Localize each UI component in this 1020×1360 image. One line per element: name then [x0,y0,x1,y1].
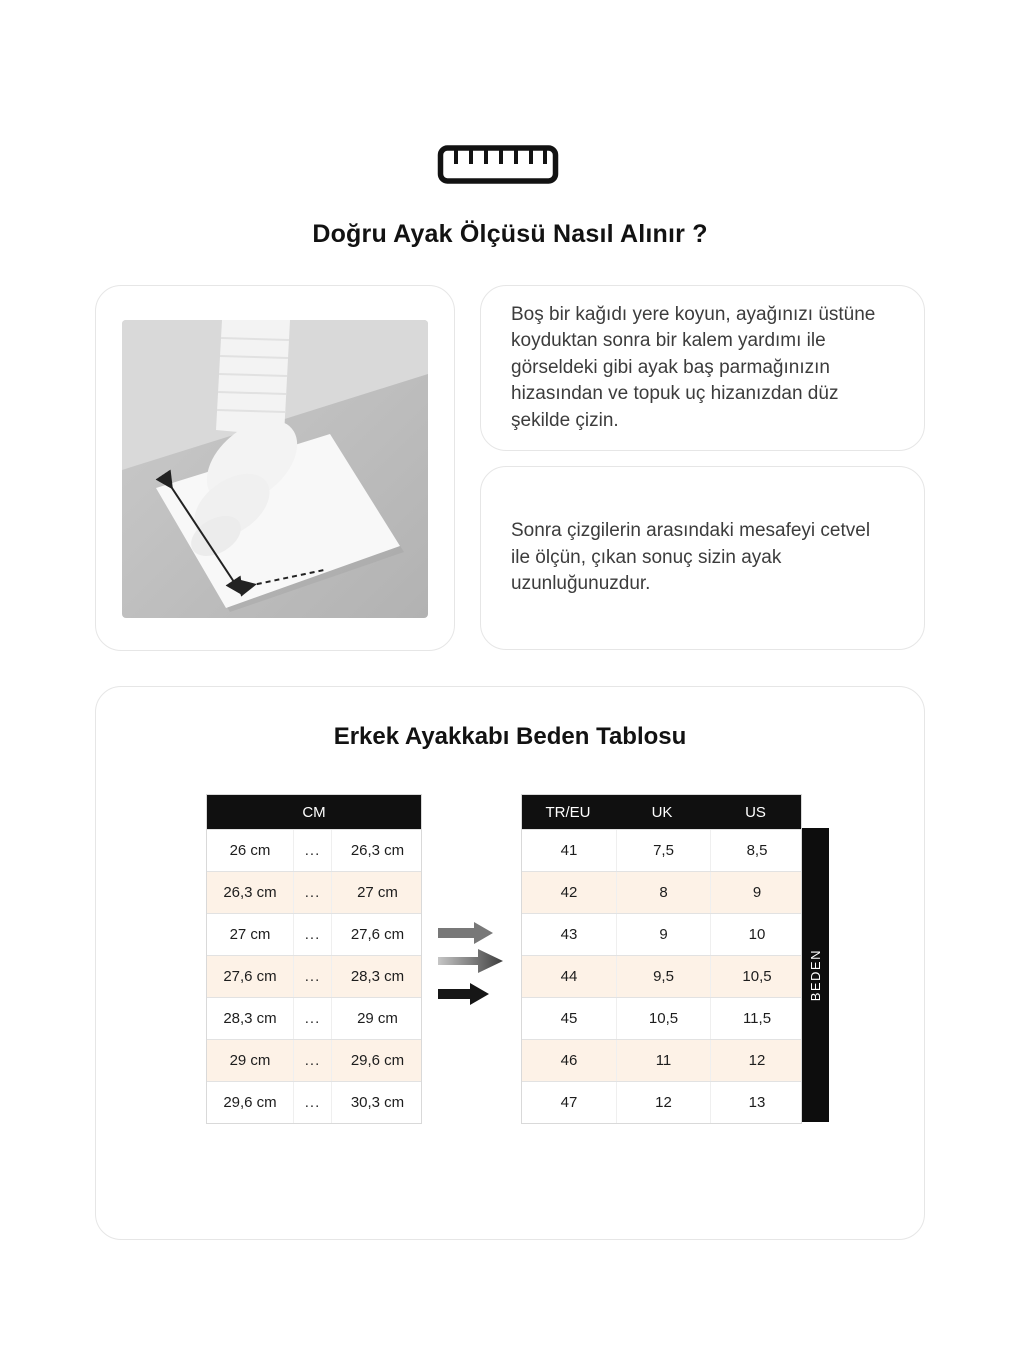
size-uk: 9,5 [616,956,710,997]
page-title: Doğru Ayak Ölçüsü Nasıl Alınır ? [312,220,708,248]
foot-measurement-photo [122,320,428,618]
size-us: 11,5 [710,998,803,1039]
cm-table-row [207,913,421,955]
cm-table [206,794,422,1124]
col-header-us: US [745,803,766,821]
size-us: 12 [710,1040,803,1081]
cm-to: 30,3 cm [331,1082,423,1123]
conversion-arrows-svg [436,917,514,1009]
cm-to: 28,3 cm [331,956,423,997]
size-us: 10 [710,914,803,955]
size-table-header-row [522,795,801,829]
instruction-step-1-card [480,285,925,451]
size-tr-eu: 44 [560,968,578,985]
size-tr-eu: 45 [560,1010,578,1027]
cm-from: 28,3 cm [223,1010,277,1027]
cm-to: 29,6 cm [331,1040,423,1081]
size-tr-eu: 46 [560,1052,578,1069]
size-table-row [522,913,801,955]
foot-measurement-illustration [122,320,428,618]
size-table-row [522,829,801,871]
cm-range-separator: ... [293,872,331,913]
cm-from: 26,3 cm [223,884,277,901]
size-table-row [522,871,801,913]
cm-range-separator: ... [293,1082,331,1123]
cm-range-separator: ... [293,1040,331,1081]
size-table-title: Erkek Ayakkabı Beden Tablosu [333,723,687,750]
size-uk: 9 [616,914,710,955]
size-table-row [522,997,801,1039]
cm-to: 27,6 cm [331,914,423,955]
instruction-step-2-text: Sonra çizgilerin arasındaki mesafeyi cetvel ile ölçün, çıkan sonuç sizin ayak uzunluğunuzdur. [511,520,871,595]
size-us: 8,5 [710,830,803,871]
col-header-uk: UK [651,803,673,821]
size-uk: 12 [616,1082,710,1123]
conversion-arrows-icon [436,917,514,1009]
cm-range-separator: ... [293,998,331,1039]
measurement-photo-card [95,285,455,651]
instruction-step-1-text: Boş bir kağıdı yere koyun, ayağınızı üstüne koyduktan sonra bir kalem yardımı ile görseldeki gibi ayak baş parmağınızın hizasından ve topuk uç hizanızdan düz şekilde çizin. [511,303,876,431]
size-conversion-table [521,794,802,1124]
ruler-icon-svg [437,144,559,186]
cm-table-row [207,1081,421,1123]
cm-table-header: CM [207,795,421,829]
size-tr-eu: 47 [560,1094,578,1111]
cm-table-body [207,829,421,1123]
size-uk: 10,5 [616,998,710,1039]
cm-from: 27 cm [229,926,271,943]
cm-to: 29 cm [331,998,423,1039]
beden-label-bar [802,828,829,1122]
size-tr-eu: 43 [560,926,578,943]
cm-from: 29 cm [229,1052,271,1069]
size-uk: 11 [616,1040,710,1081]
size-table-row [522,1039,801,1081]
cm-table-row [207,871,421,913]
size-table-card [95,686,925,1240]
cm-table-row [207,955,421,997]
cm-range-separator: ... [293,956,331,997]
instruction-step-2-card [480,466,925,650]
cm-table-row [207,1039,421,1081]
cm-range-separator: ... [293,830,331,871]
col-header-tr-eu: TR/EU [545,803,591,821]
size-uk: 8 [616,872,710,913]
cm-from: 26 cm [229,842,271,859]
size-tr-eu: 41 [560,842,578,859]
cm-from: 27,6 cm [223,968,277,985]
size-us: 9 [710,872,803,913]
beden-label: BEDEN [808,948,823,1002]
size-table-body [522,829,801,1123]
size-table-row [522,955,801,997]
size-tr-eu: 42 [560,884,578,901]
cm-table-row [207,829,421,871]
cm-to: 26,3 cm [331,830,423,871]
size-us: 10,5 [710,956,803,997]
cm-table-row [207,997,421,1039]
ruler-icon [437,144,559,186]
cm-range-separator: ... [293,914,331,955]
size-uk: 7,5 [616,830,710,871]
size-us: 13 [710,1082,803,1123]
cm-from: 29,6 cm [223,1094,277,1111]
size-table-row [522,1081,801,1123]
cm-to: 27 cm [331,872,423,913]
